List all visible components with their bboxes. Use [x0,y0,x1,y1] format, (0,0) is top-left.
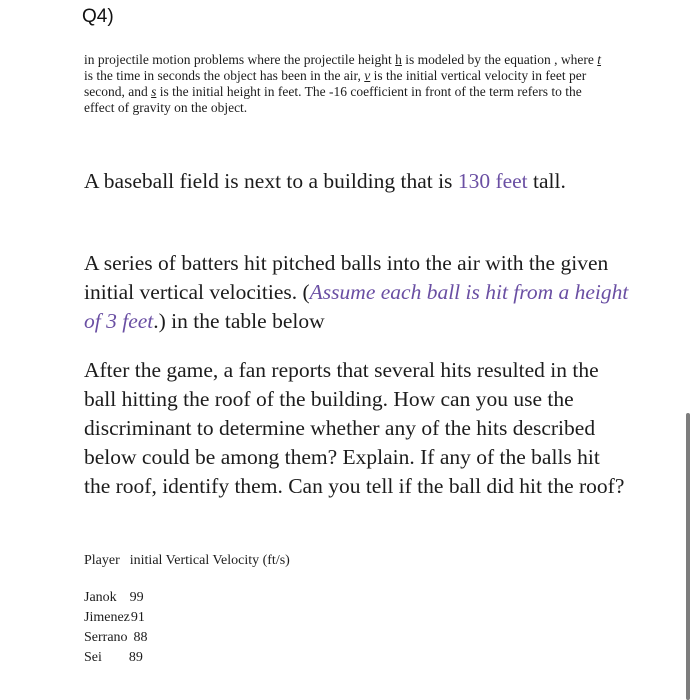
table-row [84,588,148,608]
building-height: 130 feet [457,169,528,193]
var-h: h [395,52,402,67]
var-s: s [151,84,157,99]
question-label: Q4) [82,6,114,27]
building-text-before: A baseball field is next to a building that is [84,169,458,193]
player-velocity: 99 [129,590,144,605]
header-player: Player [84,553,120,568]
building-text-after: tall. [527,169,566,193]
batters-text-after: .) in the table below [153,309,325,333]
table-header [84,553,290,569]
batters-text-before: A series of batters hit pitched balls into the air with the given initial vertical velocities. ( [84,251,609,304]
intro-text-1: in projectile motion problems where the projectile height [84,52,396,67]
table-row [84,608,148,628]
table-row [84,628,148,648]
intro-text-5: is the initial height in feet. The -16 coefficient in front of the term refers to the effect of gravity on the object. [84,84,582,115]
header-velocity: initial Vertical Velocity (ft/s) [129,553,290,568]
table-row [84,648,148,668]
player-velocity: 89 [128,650,143,665]
var-t: t [597,52,602,67]
var-v: v [364,68,371,83]
assumption-text: Assume each ball is hit from a height of 3 feet [84,280,629,333]
player-velocity: 88 [133,630,148,645]
player-velocity: 91 [130,610,145,625]
intro-text-4: is the initial vertical velocity in feet per second, and [84,68,587,99]
intro-text-2: is modeled by the equation , where [401,52,598,67]
player-table [84,588,148,668]
batters-paragraph [84,249,629,336]
question-paragraph: After the game, a fan reports that several hits resulted in the ball hitting the roof of the building. How can you use the discriminant to determine whether any of the hits described below could be among them? Explain. If any of the balls hit the roof, identify them. Can you tell if the ball did hit the roof? [84,358,625,498]
player-name: Jimenez [84,610,130,625]
intro-paragraph [84,52,604,116]
intro-text-3: is the time in seconds the object has been in the air, [84,68,365,83]
player-name: Janok [84,590,117,605]
scrollbar[interactable] [686,413,690,700]
player-name: Sei [84,650,102,665]
player-name: Serrano [84,630,128,645]
building-paragraph [84,167,629,196]
